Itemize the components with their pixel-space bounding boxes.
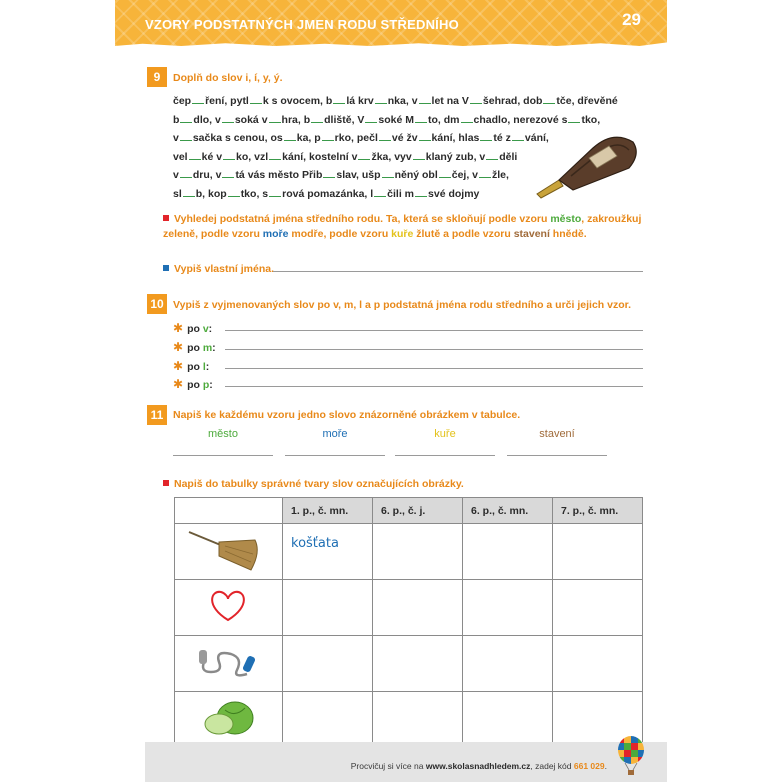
answer-line [225, 349, 643, 350]
letter-blank[interactable] [512, 132, 524, 141]
answer-line [225, 368, 643, 369]
text-segment: soká v [234, 113, 268, 126]
letter-blank[interactable] [365, 114, 377, 123]
answer-cell[interactable] [553, 524, 643, 580]
text-segment: b [173, 113, 180, 126]
exercise-11-number: 11 [147, 405, 167, 425]
letter-blank[interactable] [470, 95, 482, 104]
text-segment: rová pomazánka, l [282, 187, 374, 200]
answer-cell[interactable] [373, 692, 463, 748]
picture-cell [175, 636, 283, 692]
table-header-cell: 6. p., č. mn. [463, 498, 553, 524]
broom-icon [175, 524, 281, 574]
red-square-icon [163, 215, 169, 221]
letter-blank[interactable] [543, 95, 555, 104]
instruction-text: Doplň do slov [173, 72, 246, 84]
letter-blank[interactable] [480, 132, 492, 141]
jump-rope-icon [175, 636, 281, 686]
exercise-10-instruction: Vypiš z vyjmenovaných slov po v, m, l a p podstatná jména rodu středního a urči jejich vzor. [173, 299, 632, 311]
letter-blank[interactable] [222, 169, 234, 178]
text-segment: kání, kostelní v [282, 150, 358, 163]
text-segment: soké M [378, 113, 415, 126]
letter-blank[interactable] [415, 114, 427, 123]
table-row [175, 524, 643, 580]
letter-blank[interactable] [250, 95, 262, 104]
letter-blank[interactable] [568, 114, 580, 123]
page-footer [145, 742, 667, 782]
letter-blank[interactable] [269, 114, 281, 123]
answer-line [173, 455, 273, 456]
letter-blank[interactable] [461, 114, 473, 123]
page-number: 29 [622, 10, 641, 29]
letter-blank[interactable] [322, 132, 334, 141]
text-segment: let na V [431, 95, 469, 107]
cabbage-icon [175, 692, 281, 742]
star-icon: ✱ [173, 377, 184, 391]
exercise-9-task-2: Vypiš vlastní jména. [163, 263, 274, 275]
letter-blank[interactable] [223, 151, 235, 160]
footer-link[interactable]: www.skolasnadhledem.cz [425, 761, 531, 771]
vzor-staveni: stavení [539, 428, 575, 440]
text-segment: něný obl [394, 169, 438, 182]
exercise-9-number: 9 [147, 67, 167, 87]
text-segment: tá vás město Přib [235, 169, 323, 182]
footer-code: 661 029 [573, 761, 605, 771]
letter-blank[interactable] [415, 188, 427, 197]
text-segment: vání, [524, 132, 549, 145]
text-segment: dru, v [192, 169, 222, 182]
vzor-mesto: město [208, 428, 238, 440]
letter-blank[interactable] [269, 151, 281, 160]
answer-cell[interactable] [553, 636, 643, 692]
text-segment: to, dm [428, 113, 460, 126]
fill-text-line [173, 92, 643, 111]
letter-blank[interactable] [413, 151, 425, 160]
text-segment: ření, pytl [205, 95, 249, 107]
text-segment: dliště, V [324, 113, 365, 126]
text-segment: rko, pečl [334, 132, 378, 145]
table-header-cell: 1. p., č. mn. [283, 498, 373, 524]
text-segment: vel [173, 150, 188, 163]
po-p-row: ✱ po p: [173, 377, 213, 391]
answer-cell[interactable] [463, 580, 553, 636]
text-segment: čep [173, 95, 192, 107]
exercise-9-instruction [173, 72, 283, 84]
answer-cell[interactable] [373, 636, 463, 692]
letter-blank[interactable] [382, 169, 394, 178]
text-segment: b, kop [195, 187, 227, 200]
letter-blank[interactable] [228, 188, 240, 197]
letter-blank[interactable] [333, 95, 345, 104]
po-v-row: ✱ po v: [173, 321, 213, 335]
red-square-icon [163, 480, 169, 486]
letter-blank[interactable] [222, 114, 234, 123]
bellows-icon [533, 128, 643, 203]
vzor-kure: kuře [434, 428, 456, 440]
text-segment: v [173, 132, 179, 145]
exercise-9-task-1: Vyhledej podstatná jména středního rodu. Ta, která se skloňují podle vzoru město, zakroužkuj zeleně, podle vzoru moře modře, podle vzoru kuře žlutě a podle vzoru stavení hnědě. [163, 213, 642, 240]
exercise-11-task-2: Napiš do tabulky správné tvary slov označujících obrázky. [163, 478, 464, 490]
workbook-page [115, 0, 667, 782]
table-row [175, 692, 643, 748]
answer-line [273, 271, 643, 272]
letter-blank[interactable] [486, 151, 498, 160]
text-segment: ko, vzl [236, 150, 269, 163]
declension-table [174, 497, 643, 748]
text-segment: tko, s [240, 187, 269, 200]
text-segment: ké v [201, 150, 223, 163]
answer-line [225, 330, 643, 331]
answer-line [285, 455, 385, 456]
table-header-cell: 6. p., č. j. [373, 498, 463, 524]
letter-blank[interactable] [189, 151, 201, 160]
letter-blank[interactable] [374, 188, 386, 197]
answer-cell[interactable]: košťata [283, 524, 373, 580]
table-header-cell: 7. p., č. mn. [553, 498, 643, 524]
answer-cell[interactable] [373, 580, 463, 636]
vzor-more: moře [322, 428, 348, 440]
text-segment: k s ovocem, b [262, 95, 333, 107]
text-segment: klaný zub, v [425, 150, 486, 163]
answer-cell[interactable] [463, 636, 553, 692]
instruction-letters: i, í, y, ý. [245, 72, 283, 84]
letter-blank[interactable] [479, 169, 491, 178]
table-row [175, 636, 643, 692]
letter-blank[interactable] [379, 132, 391, 141]
letter-blank[interactable] [269, 188, 281, 197]
letter-blank[interactable] [375, 95, 387, 104]
footer-text: Procvičuj si více na www.skolasnadhledem.cz, zadej kód 661 029. [350, 761, 607, 771]
page-title: VZORY PODSTATNÝCH JMEN RODU STŘEDNÍHO [145, 17, 459, 32]
letter-blank[interactable] [358, 151, 370, 160]
letter-blank[interactable] [183, 188, 195, 197]
text-segment: sl [173, 187, 182, 200]
letter-blank[interactable] [284, 132, 296, 141]
text-segment: dlo, v [193, 113, 221, 126]
text-segment: čej, v [451, 169, 479, 182]
answer-line [507, 455, 607, 456]
answer-cell[interactable] [553, 580, 643, 636]
text-segment: tko, [581, 113, 601, 126]
text-segment: žka, vyv [371, 150, 412, 163]
star-icon: ✱ [173, 321, 184, 335]
text-segment: kání, hlas [431, 132, 480, 145]
answer-cell[interactable] [283, 692, 373, 748]
text-segment: ka, p [296, 132, 321, 145]
letter-blank[interactable] [180, 114, 192, 123]
exercise-10-number: 10 [147, 294, 167, 314]
po-l-row: ✱ po l: [173, 359, 210, 373]
text-segment: děli [499, 150, 518, 163]
answer-cell[interactable] [463, 692, 553, 748]
answer-cell[interactable] [283, 580, 373, 636]
text-segment: sačka s cenou, os [192, 132, 283, 145]
text-segment: chadlo, nerezové s [473, 113, 568, 126]
letter-blank[interactable] [419, 95, 431, 104]
letter-blank[interactable] [180, 169, 192, 178]
letter-blank[interactable] [192, 95, 204, 104]
text-segment: té z [493, 132, 511, 145]
heart-icon [175, 580, 281, 630]
answer-cell[interactable] [283, 636, 373, 692]
text-segment: své dojmy [428, 187, 480, 200]
po-m-row: ✱ po m: [173, 340, 216, 354]
answer-line [395, 455, 495, 456]
picture-cell [175, 692, 283, 748]
text-segment: v [173, 169, 179, 182]
table-header-cell [175, 498, 283, 524]
letter-blank[interactable] [180, 132, 192, 141]
text-segment: hra, b [281, 113, 311, 126]
star-icon: ✱ [173, 340, 184, 354]
answer-cell[interactable] [463, 524, 553, 580]
text-segment: žle, [492, 169, 509, 182]
picture-cell [175, 580, 283, 636]
picture-cell [175, 524, 283, 580]
blue-square-icon [163, 265, 169, 271]
letter-blank[interactable] [311, 114, 323, 123]
letter-blank[interactable] [323, 169, 335, 178]
table-row [175, 580, 643, 636]
balloon-icon [617, 736, 645, 778]
answer-cell[interactable] [373, 524, 463, 580]
letter-blank[interactable] [419, 132, 431, 141]
star-icon: ✱ [173, 359, 184, 373]
answer-line [225, 386, 643, 387]
text-segment: šehrad, dob [482, 95, 543, 107]
fill-text-line [173, 111, 643, 130]
text-segment: lá krv [346, 95, 374, 107]
text-segment: nka, v [387, 95, 418, 107]
text-segment: vé žv [391, 132, 418, 145]
letter-blank[interactable] [439, 169, 451, 178]
table-header-row [175, 498, 643, 524]
exercise-11-instruction: Napiš ke každému vzoru jedno slovo znázorněné obrázkem v tabulce. [173, 409, 521, 421]
text-segment: tče, dřevěné [556, 95, 618, 107]
text-segment: čili m [387, 187, 415, 200]
text-segment: slav, ušp [336, 169, 381, 182]
